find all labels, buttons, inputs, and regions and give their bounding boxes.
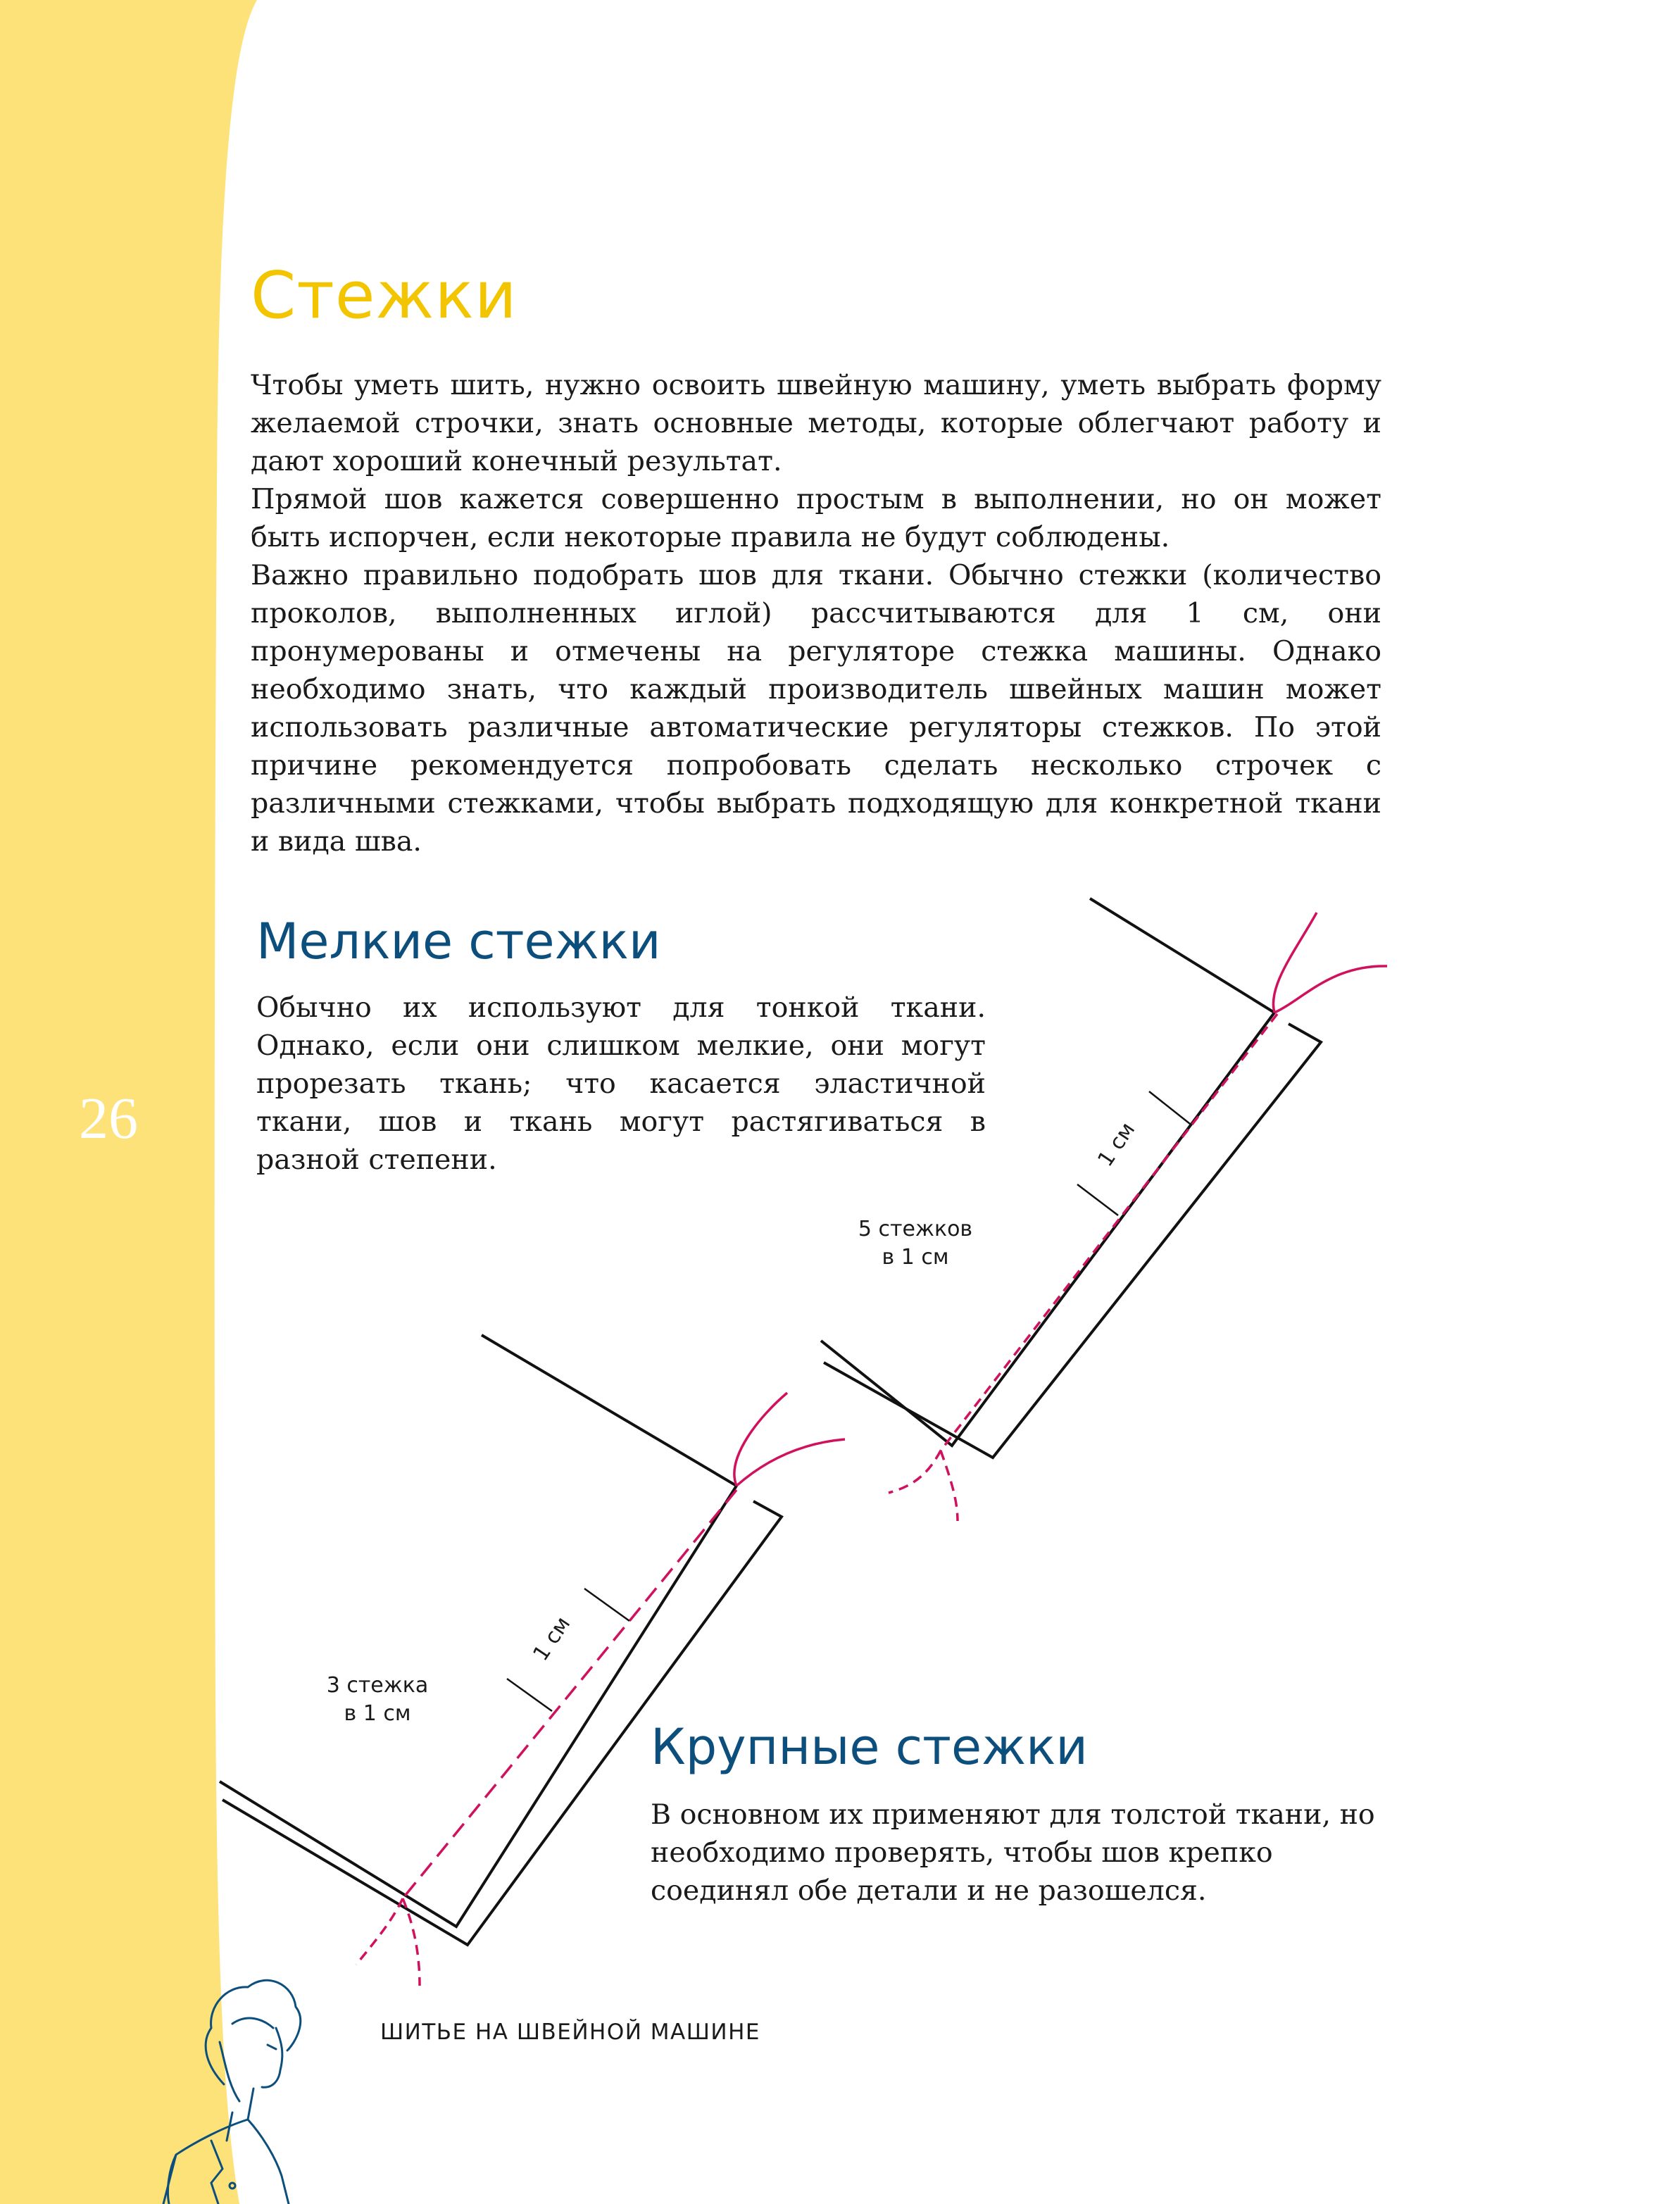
thread-end-3: [356, 1898, 403, 1965]
small-stitch-caption-line2: в 1 см: [882, 1245, 949, 1270]
cm-tick-lower: [1077, 1184, 1118, 1215]
small-stitches-body: Обычно их используют для тонкой ткани. Однако, если они слишком мелкие, они могут прорезать ткань; что касается эластичной ткани, шов и ткань могут растягиваться в разной степени.: [256, 991, 986, 1176]
large-stitch-caption-line1: 3 стежка: [326, 1673, 429, 1698]
fabric-edge-top: [821, 898, 1274, 1446]
large-stitch-caption-line2: в 1 см: [344, 1701, 411, 1726]
large-stitches-body: В основном их применяют для толстой ткани, но необходимо проверять, чтобы шов крепко соединял обе детали и не разошелся.: [651, 1798, 1375, 1907]
running-footer: ШИТЬЕ НА ШВЕЙНОЙ МАШИНЕ: [380, 2020, 760, 2045]
small-stitch-caption-line1: 5 стежков: [858, 1217, 973, 1241]
large-stitches-heading: Крупные стежки: [651, 1718, 1088, 1776]
stitch-line: [941, 1014, 1277, 1451]
thread-end-4: [941, 1451, 958, 1521]
intro-paragraph-2: Прямой шов кажется совершенно простым в выполнении, но он может быть испорчен, если некоторые правила не будут соблюдены.: [251, 483, 1381, 553]
thread-end-1: [1273, 913, 1317, 1013]
cm-tick-lower: [507, 1679, 552, 1711]
woman-sketch-illustration: [163, 1980, 301, 2204]
large-stitch-diagram: [220, 1335, 845, 1986]
intro-paragraph-1: Чтобы уметь шить, нужно освоить швейную машину, уметь выбрать форму желаемой строчки, знать основные методы, которые облегчают работу и дают хороший конечный результат.: [251, 369, 1381, 477]
small-stitches-heading: Мелкие стежки: [256, 913, 661, 970]
thread-end-2: [736, 1439, 845, 1486]
small-stitch-cm-label: 1 см: [1093, 1117, 1141, 1172]
large-stitch-cm-label: 1 см: [528, 1612, 576, 1666]
cm-tick-upper: [1149, 1091, 1190, 1124]
page-number: 26: [79, 1086, 138, 1151]
small-stitch-caption: [845, 1215, 986, 1272]
fabric-edge-top: [220, 1335, 736, 1927]
small-stitch-diagram: [821, 898, 1387, 1521]
intro-paragraph-3: Важно правильно подобрать шов для ткани. Обычно стежки (количество проколов, выполненных иглой) рассчитываются для 1 см, они пронумерованы и отмечены на регуляторе стежка машины. Однако необходимо знать, что каждый производитель швейных машин может использовать различные автоматические регуляторы стежков. По этой причине рекомендуется попробовать сделать несколько строчек с различными стежками, чтобы выбрать подходящую для конкретной ткани и вида шва.: [251, 559, 1381, 858]
thread-end-2: [1274, 966, 1387, 1013]
stitch-line: [403, 1490, 736, 1898]
cm-tick-upper: [584, 1589, 629, 1621]
page-title: Стежки: [251, 258, 518, 333]
large-stitch-caption: [307, 1672, 448, 1728]
thread-end-1: [734, 1393, 787, 1486]
thread-end-3: [889, 1451, 941, 1493]
